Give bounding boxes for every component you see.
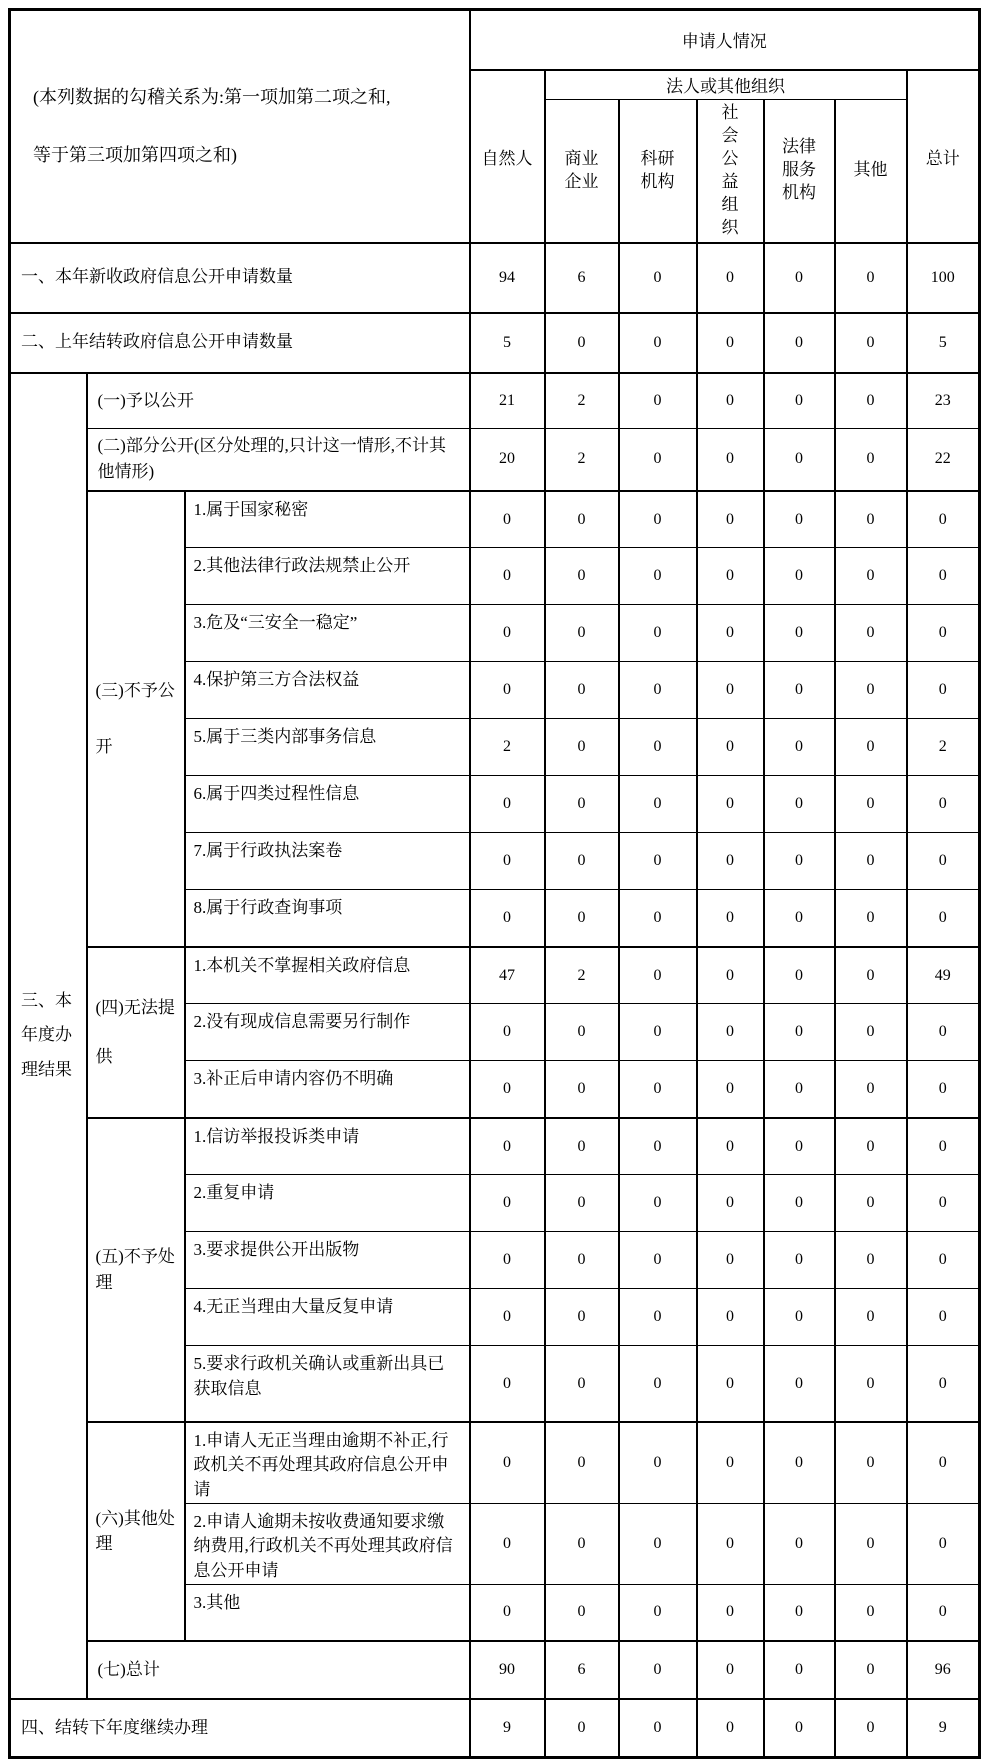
value-cell: 49	[907, 947, 980, 1004]
value-cell: 0	[697, 1232, 764, 1289]
value-cell: 0	[907, 1061, 980, 1118]
value-cell: 0	[697, 491, 764, 548]
value-cell: 0	[835, 1004, 907, 1061]
value-cell: 0	[619, 1289, 697, 1346]
sub-item-label: 5.属于三类内部事务信息	[185, 719, 470, 776]
value-cell: 0	[697, 1699, 764, 1757]
value-cell: 0	[835, 429, 907, 491]
value-cell: 0	[619, 1503, 697, 1584]
value-cell: 0	[835, 1175, 907, 1232]
value-cell: 0	[545, 313, 619, 373]
sub-item-label: 2.其他法律行政法规禁止公开	[185, 548, 470, 605]
group-label: (五)不予处理	[87, 1118, 185, 1422]
table-row	[10, 373, 980, 429]
value-cell: 0	[545, 662, 619, 719]
table-row	[10, 243, 980, 313]
value-cell: 0	[835, 947, 907, 1004]
value-cell: 0	[619, 1584, 697, 1641]
value-cell: 0	[619, 1175, 697, 1232]
value-cell: 2	[545, 947, 619, 1004]
value-cell: 0	[697, 605, 764, 662]
value-cell: 0	[619, 1004, 697, 1061]
sub-item-label: 3.其他	[185, 1584, 470, 1641]
sub-item-label: 1.信访举报投诉类申请	[185, 1118, 470, 1175]
value-cell: 0	[619, 373, 697, 429]
value-cell: 0	[907, 833, 980, 890]
sub-item-label: 4.保护第三方合法权益	[185, 662, 470, 719]
header-legal-org-group: 法人或其他组织	[545, 70, 907, 100]
value-cell: 0	[470, 1061, 545, 1118]
sub-item-label: 1.申请人无正当理由逾期不补正,行政机关不再处理其政府信息公开申请	[185, 1422, 470, 1503]
value-cell: 0	[470, 1004, 545, 1061]
value-cell: 0	[619, 243, 697, 313]
value-cell: 0	[835, 313, 907, 373]
sub-item-label: 6.属于四类过程性信息	[185, 776, 470, 833]
value-cell: 2	[545, 373, 619, 429]
value-cell: 0	[907, 605, 980, 662]
value-cell: 0	[835, 491, 907, 548]
value-cell: 0	[545, 491, 619, 548]
table-row	[10, 1699, 980, 1757]
value-cell: 0	[697, 1503, 764, 1584]
value-cell: 0	[697, 548, 764, 605]
group-label: (四)无法提供	[87, 947, 185, 1118]
value-cell: 0	[619, 890, 697, 947]
value-cell: 0	[764, 491, 835, 548]
value-cell: 0	[470, 1232, 545, 1289]
value-cell: 0	[470, 776, 545, 833]
value-cell: 0	[907, 1232, 980, 1289]
value-cell: 0	[835, 1584, 907, 1641]
value-cell: 0	[470, 833, 545, 890]
value-cell: 0	[697, 833, 764, 890]
value-cell: 0	[697, 662, 764, 719]
value-cell: 0	[764, 243, 835, 313]
value-cell: 0	[764, 1584, 835, 1641]
table-row	[10, 1118, 980, 1175]
value-cell: 9	[907, 1699, 980, 1757]
value-cell: 0	[835, 1422, 907, 1503]
sub-item-label: 1.属于国家秘密	[185, 491, 470, 548]
table-row	[10, 429, 980, 491]
value-cell: 0	[697, 1584, 764, 1641]
value-cell: 0	[764, 1232, 835, 1289]
table-row	[10, 313, 980, 373]
value-cell: 0	[470, 890, 545, 947]
value-cell: 0	[835, 1061, 907, 1118]
row-label: 四、结转下年度继续办理	[10, 1699, 470, 1757]
value-cell: 0	[764, 947, 835, 1004]
header-commercial-enterprise: 商业企业	[545, 100, 619, 243]
row-label: (一)予以公开	[87, 373, 470, 429]
value-cell: 0	[470, 548, 545, 605]
value-cell: 0	[545, 1118, 619, 1175]
value-cell: 0	[697, 243, 764, 313]
value-cell: 0	[907, 1004, 980, 1061]
header-social-welfare-org: 社会公益组织	[697, 100, 764, 243]
header-natural-person: 自然人	[470, 70, 545, 243]
row-label: (二)部分公开(区分处理的,只计这一情形,不计其他情形)	[87, 429, 470, 491]
value-cell: 0	[764, 548, 835, 605]
value-cell: 0	[764, 1503, 835, 1584]
value-cell: 0	[545, 1004, 619, 1061]
value-cell: 0	[470, 1175, 545, 1232]
value-cell: 22	[907, 429, 980, 491]
value-cell: 0	[619, 605, 697, 662]
value-cell: 0	[835, 1289, 907, 1346]
sub-item-label: 8.属于行政查询事项	[185, 890, 470, 947]
value-cell: 6	[545, 243, 619, 313]
value-cell: 0	[835, 1641, 907, 1699]
value-cell: 0	[697, 1175, 764, 1232]
table-row	[10, 1641, 980, 1699]
value-cell: 0	[697, 719, 764, 776]
value-cell: 0	[764, 833, 835, 890]
value-cell: 0	[619, 491, 697, 548]
value-cell: 0	[764, 890, 835, 947]
row-label: 一、本年新收政府信息公开申请数量	[10, 243, 470, 313]
value-cell: 0	[697, 947, 764, 1004]
value-cell: 0	[835, 776, 907, 833]
value-cell: 0	[907, 1118, 980, 1175]
value-cell: 0	[764, 1422, 835, 1503]
value-cell: 0	[545, 1061, 619, 1118]
value-cell: 0	[619, 776, 697, 833]
value-cell: 0	[697, 890, 764, 947]
value-cell: 0	[545, 890, 619, 947]
sub-item-label: 2.重复申请	[185, 1175, 470, 1232]
sub-item-label: 4.无正当理由大量反复申请	[185, 1289, 470, 1346]
sub-item-label: 3.要求提供公开出版物	[185, 1232, 470, 1289]
header-total: 总计	[907, 70, 980, 243]
value-cell: 0	[697, 1289, 764, 1346]
value-cell: 0	[619, 1118, 697, 1175]
value-cell: 0	[619, 1232, 697, 1289]
table-row	[10, 947, 980, 1004]
value-cell: 0	[835, 243, 907, 313]
value-cell: 0	[619, 1346, 697, 1422]
value-cell: 0	[545, 1232, 619, 1289]
value-cell: 0	[697, 429, 764, 491]
value-cell: 23	[907, 373, 980, 429]
value-cell: 0	[619, 548, 697, 605]
value-cell: 0	[835, 605, 907, 662]
value-cell: 0	[907, 776, 980, 833]
value-cell: 0	[835, 890, 907, 947]
value-cell: 0	[545, 1699, 619, 1757]
value-cell: 0	[907, 1289, 980, 1346]
value-cell: 0	[697, 313, 764, 373]
value-cell: 0	[470, 1503, 545, 1584]
value-cell: 100	[907, 243, 980, 313]
value-cell: 21	[470, 373, 545, 429]
value-cell: 0	[907, 1175, 980, 1232]
value-cell: 0	[835, 662, 907, 719]
value-cell: 0	[470, 491, 545, 548]
value-cell: 0	[545, 1175, 619, 1232]
value-cell: 0	[470, 1118, 545, 1175]
value-cell: 2	[545, 429, 619, 491]
header-research-institution: 科研机构	[619, 100, 697, 243]
value-cell: 0	[697, 1641, 764, 1699]
value-cell: 0	[835, 833, 907, 890]
sub-item-label: 3.补正后申请内容仍不明确	[185, 1061, 470, 1118]
value-cell: 0	[697, 1346, 764, 1422]
value-cell: 0	[545, 548, 619, 605]
value-cell: 90	[470, 1641, 545, 1699]
header-legal-service-org: 法律服务机构	[764, 100, 835, 243]
value-cell: 0	[619, 833, 697, 890]
value-cell: 0	[697, 373, 764, 429]
group-label: (三)不予公开	[87, 491, 185, 947]
sub-item-label: 2.没有现成信息需要另行制作	[185, 1004, 470, 1061]
value-cell: 0	[545, 776, 619, 833]
value-cell: 0	[764, 1061, 835, 1118]
value-cell: 0	[835, 373, 907, 429]
value-cell: 0	[907, 662, 980, 719]
value-cell: 0	[619, 1641, 697, 1699]
value-cell: 0	[835, 719, 907, 776]
value-cell: 2	[470, 719, 545, 776]
header-other: 其他	[835, 100, 907, 243]
value-cell: 0	[907, 1346, 980, 1422]
sub-item-label: 1.本机关不掌握相关政府信息	[185, 947, 470, 1004]
group-label: (六)其他处理	[87, 1422, 185, 1641]
sub-item-label: 5.要求行政机关确认或重新出具已获取信息	[185, 1346, 470, 1422]
value-cell: 0	[697, 1118, 764, 1175]
value-cell: 0	[764, 373, 835, 429]
value-cell: 0	[764, 1346, 835, 1422]
value-cell: 0	[907, 1422, 980, 1503]
value-cell: 0	[470, 605, 545, 662]
value-cell: 0	[835, 1699, 907, 1757]
value-cell: 0	[764, 429, 835, 491]
value-cell: 20	[470, 429, 545, 491]
value-cell: 0	[764, 1118, 835, 1175]
value-cell: 0	[545, 1422, 619, 1503]
value-cell: 0	[545, 719, 619, 776]
value-cell: 0	[619, 1422, 697, 1503]
value-cell: 0	[764, 719, 835, 776]
value-cell: 96	[907, 1641, 980, 1699]
value-cell: 0	[835, 1232, 907, 1289]
header-applicant-status: 申请人情况	[470, 10, 980, 70]
value-cell: 5	[470, 313, 545, 373]
value-cell: 0	[835, 1346, 907, 1422]
value-cell: 0	[764, 1289, 835, 1346]
value-cell: 0	[907, 1584, 980, 1641]
value-cell: 0	[764, 776, 835, 833]
table-note: (本列数据的勾稽关系为:第一项加第二项之和,等于第三项加第四项之和)	[10, 10, 470, 243]
value-cell: 0	[764, 1175, 835, 1232]
value-cell: 0	[619, 662, 697, 719]
value-cell: 0	[545, 833, 619, 890]
value-cell: 0	[619, 1061, 697, 1118]
value-cell: 6	[545, 1641, 619, 1699]
value-cell: 0	[907, 1503, 980, 1584]
value-cell: 0	[470, 1346, 545, 1422]
value-cell: 0	[907, 548, 980, 605]
table-row	[10, 10, 980, 70]
value-cell: 0	[470, 662, 545, 719]
value-cell: 0	[545, 1346, 619, 1422]
value-cell: 0	[764, 313, 835, 373]
value-cell: 0	[697, 1422, 764, 1503]
value-cell: 0	[470, 1584, 545, 1641]
value-cell: 0	[619, 1699, 697, 1757]
value-cell: 2	[907, 719, 980, 776]
value-cell: 0	[764, 662, 835, 719]
value-cell: 0	[470, 1422, 545, 1503]
value-cell: 0	[545, 1289, 619, 1346]
disclosure-applications-table	[8, 8, 981, 1759]
row-label: (七)总计	[87, 1641, 470, 1699]
sub-item-label: 7.属于行政执法案卷	[185, 833, 470, 890]
value-cell: 0	[697, 776, 764, 833]
value-cell: 0	[907, 890, 980, 947]
value-cell: 47	[470, 947, 545, 1004]
value-cell: 0	[907, 491, 980, 548]
value-cell: 94	[470, 243, 545, 313]
value-cell: 0	[835, 548, 907, 605]
sub-item-label: 2.申请人逾期未按收费通知要求缴纳费用,行政机关不再处理其政府信息公开申请	[185, 1503, 470, 1584]
value-cell: 0	[545, 1503, 619, 1584]
value-cell: 0	[619, 429, 697, 491]
value-cell: 0	[619, 947, 697, 1004]
value-cell: 0	[697, 1004, 764, 1061]
value-cell: 0	[619, 313, 697, 373]
value-cell: 5	[907, 313, 980, 373]
value-cell: 0	[764, 1699, 835, 1757]
sub-item-label: 3.危及“三安全一稳定”	[185, 605, 470, 662]
value-cell: 0	[545, 1584, 619, 1641]
value-cell: 0	[764, 605, 835, 662]
value-cell: 0	[835, 1118, 907, 1175]
table-row	[10, 491, 980, 548]
table-row	[10, 1422, 980, 1503]
value-cell: 0	[545, 605, 619, 662]
row-label: 二、上年结转政府信息公开申请数量	[10, 313, 470, 373]
value-cell: 0	[764, 1004, 835, 1061]
value-cell: 0	[470, 1289, 545, 1346]
value-cell: 0	[697, 1061, 764, 1118]
section-label: 三、本年度办理结果	[10, 373, 87, 1700]
value-cell: 0	[835, 1503, 907, 1584]
value-cell: 0	[619, 719, 697, 776]
value-cell: 9	[470, 1699, 545, 1757]
value-cell: 0	[764, 1641, 835, 1699]
